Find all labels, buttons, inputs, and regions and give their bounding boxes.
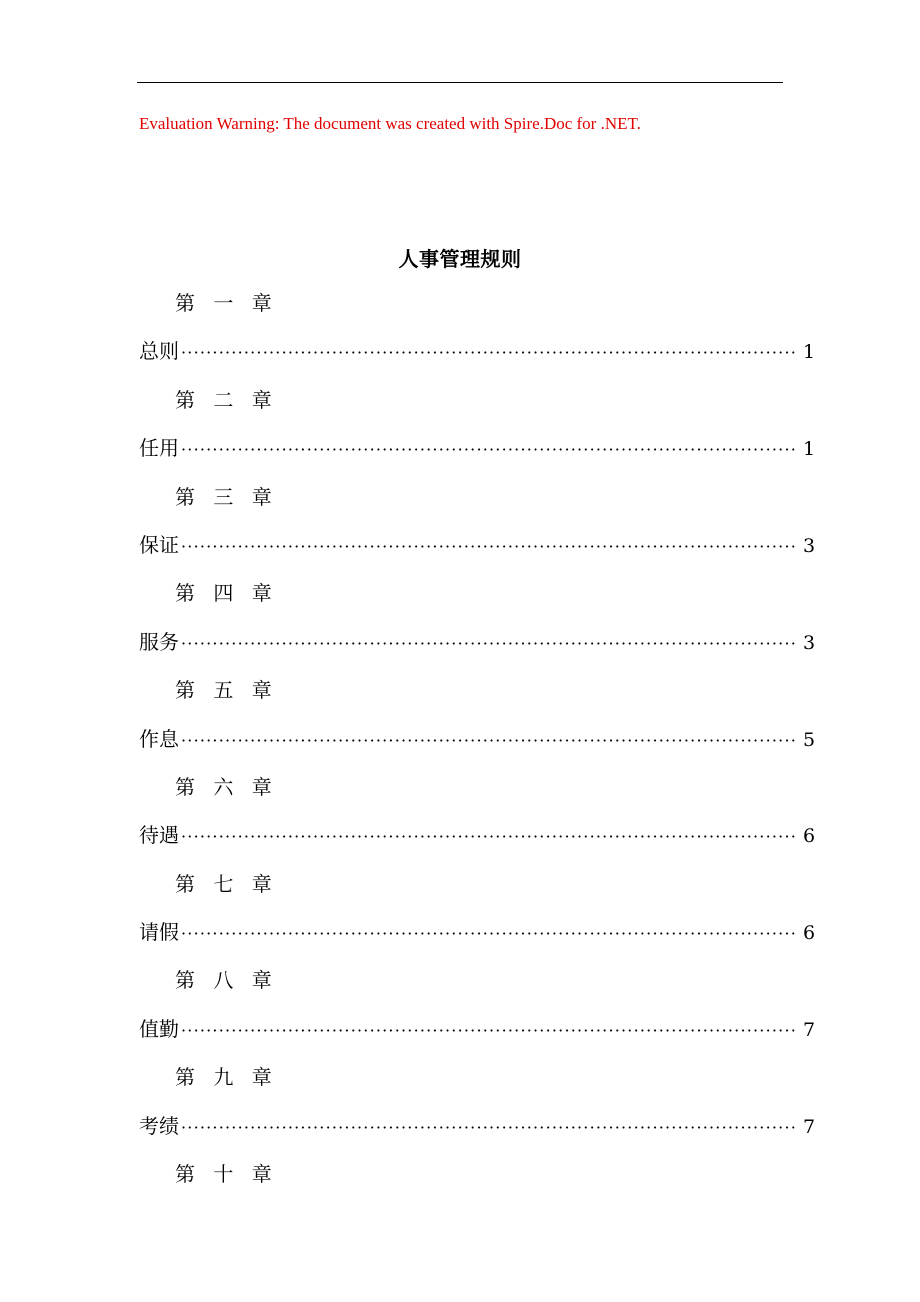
toc-chapter-heading: 第 十 章 (175, 1162, 278, 1187)
toc-page-number: 6 (803, 825, 816, 848)
toc-page-number: 6 (803, 922, 816, 945)
toc-entry[interactable] (139, 626, 816, 674)
toc-entry[interactable] (139, 1013, 816, 1061)
toc-dot-leader: ·································································································· (181, 633, 798, 653)
toc-entry[interactable] (139, 1110, 816, 1158)
toc-page-number: 7 (803, 1018, 816, 1041)
toc-page-number: 3 (803, 534, 816, 557)
toc-page-number: 5 (803, 728, 816, 751)
toc-entry[interactable] (139, 529, 816, 577)
toc-page-number: 1 (803, 341, 816, 364)
toc-entry-title: 作息 (139, 726, 179, 751)
toc-entry-title: 待遇 (139, 823, 179, 848)
toc-chapter-heading: 第 二 章 (175, 387, 278, 412)
toc-chapter-heading: 第 五 章 (175, 678, 278, 703)
toc-entry[interactable] (139, 335, 816, 383)
toc-entry[interactable] (139, 916, 816, 964)
toc-chapter-heading: 第 九 章 (175, 1065, 278, 1090)
document-title: 人事管理规则 (398, 247, 522, 271)
evaluation-warning: Evaluation Warning: The document was created with Spire.Doc for .NET. (139, 114, 641, 133)
toc-entry[interactable] (139, 723, 816, 771)
toc-dot-leader: ·································································································· (181, 343, 798, 363)
table-of-contents (139, 287, 816, 1206)
toc-dot-leader: ·································································································· (181, 827, 798, 847)
toc-page-number: 7 (803, 1115, 816, 1138)
toc-dot-leader: ·································································································· (181, 1020, 798, 1040)
toc-entry-title: 任用 (139, 436, 179, 461)
toc-chapter-heading: 第 七 章 (175, 871, 278, 896)
toc-dot-leader: ·································································································· (181, 730, 798, 750)
toc-chapter-heading: 第 八 章 (175, 968, 278, 993)
toc-dot-leader: ·································································································· (181, 440, 798, 460)
toc-entry-title: 请假 (139, 920, 179, 945)
toc-dot-leader: ·································································································· (181, 536, 798, 556)
toc-page-number: 3 (803, 631, 816, 654)
toc-entry-title: 值勤 (139, 1016, 179, 1041)
header-rule (137, 82, 783, 83)
toc-chapter-heading: 第 四 章 (175, 581, 278, 606)
toc-chapter-heading: 第 六 章 (175, 774, 278, 799)
toc-entry[interactable] (139, 819, 816, 867)
toc-dot-leader: ·································································································· (181, 1117, 798, 1137)
toc-entry-title: 服务 (139, 629, 179, 654)
toc-entry-title: 保证 (139, 532, 179, 557)
toc-entry-title: 总则 (139, 339, 179, 364)
toc-entry[interactable] (139, 432, 816, 480)
toc-page-number: 1 (803, 438, 816, 461)
toc-entry-title: 考绩 (139, 1113, 179, 1138)
toc-chapter-heading: 第 三 章 (175, 484, 278, 509)
toc-dot-leader: ·································································································· (181, 924, 798, 944)
toc-chapter-heading: 第 一 章 (175, 291, 278, 315)
